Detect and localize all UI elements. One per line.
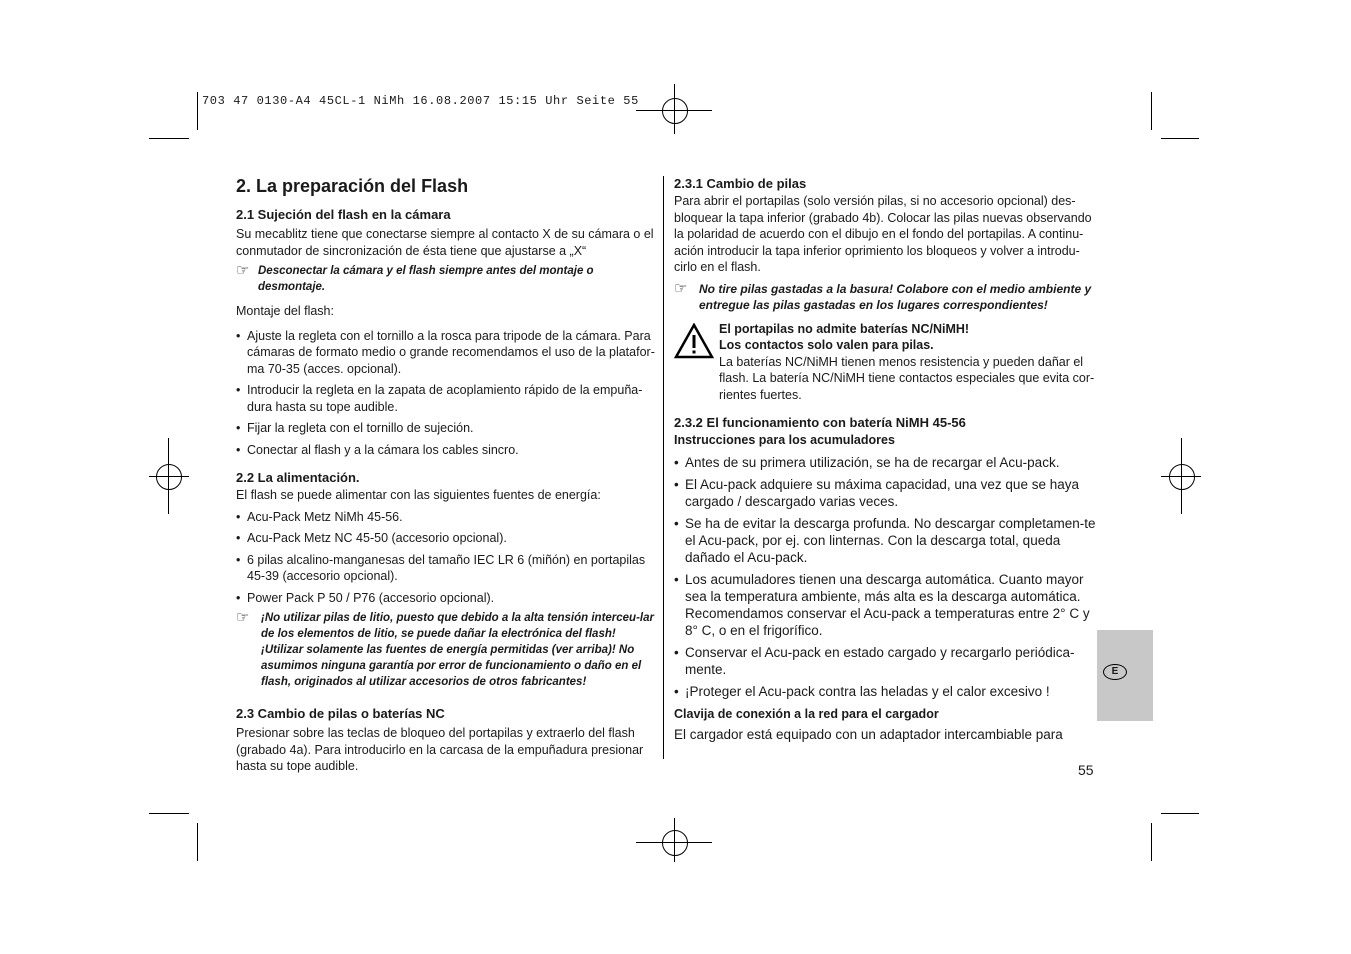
- subheading: Instrucciones para los acumuladores: [674, 433, 895, 447]
- section-heading: 2.1 Sujeción del flash en la cámara: [236, 207, 451, 222]
- crop-mark: [1161, 813, 1199, 814]
- column-divider: [663, 176, 664, 759]
- paragraph: Montaje del flash:: [236, 304, 334, 318]
- warning-bold: Los contactos solo valen para pilas.: [719, 338, 934, 352]
- registration-line: [674, 818, 675, 862]
- note: [236, 263, 656, 295]
- list-item: • El Acu-pack adquiere su máxima capacidad, una vez que se haya cargado / descargado varias veces.: [674, 476, 1098, 510]
- pointing-hand-icon: ☞: [674, 279, 688, 297]
- list-item: • Ajuste la regleta con el tornillo a la rosca para tripode de la cámara. Para cámaras de formato medio o grande recomendamos el uso de la platafor-ma 70-35 (acces. opcional).: [236, 328, 656, 378]
- registration-line: [674, 84, 675, 134]
- print-slug: 703 47 0130-A4 45CL-1 NiMh 16.08.2007 15:15 Uhr Seite 55: [202, 94, 639, 108]
- warning-text: La baterías NC/NiMH tienen menos resistencia y pueden dañar el flash. La batería NC/NiMH tiene contactos especiales que evita cor-rientes fuertes.: [719, 354, 1095, 402]
- subheading: Clavija de conexión a la red para el cargador: [674, 706, 939, 721]
- list-item: • Acu-Pack Metz NiMh 45-56.: [236, 509, 656, 526]
- crop-mark: [1151, 92, 1152, 130]
- registration-line: [149, 476, 189, 477]
- warning-triangle-icon: [674, 323, 714, 359]
- paragraph: El flash se puede alimentar con las siguientes fuentes de energía:: [236, 488, 601, 502]
- registration-mark: [662, 98, 688, 124]
- paragraph: Su mecablitz tiene que conectarse siempre al contacto X de su cámara o el conmutador de sincronización de ésta tiene que ajustarse a „X“: [236, 227, 654, 258]
- crop-mark: [197, 92, 198, 130]
- paragraph: El cargador está equipado con un adaptador intercambiable para: [674, 727, 1063, 742]
- list-item: • Fijar la regleta con el tornillo de sujeción.: [236, 420, 656, 437]
- registration-line: [1181, 438, 1182, 514]
- section-heading: 2.3 Cambio de pilas o baterías NC: [236, 706, 445, 721]
- list-item: • ¡Proteger el Acu-pack contra las heladas y el calor excesivo !: [674, 683, 1098, 700]
- warning-bold: El portapilas no admite baterías NC/NiMH!: [719, 321, 970, 336]
- list-item: • Antes de su primera utilización, se ha de recargar el Acu-pack.: [674, 454, 1098, 471]
- crop-mark: [1151, 823, 1152, 861]
- registration-mark: [662, 830, 688, 856]
- list-item: • Acu-Pack Metz NC 45-50 (accesorio opcional).: [236, 530, 656, 547]
- registration-mark: [156, 464, 182, 490]
- language-tab: [1097, 630, 1153, 721]
- paragraph: Presionar sobre las teclas de bloqueo del portapilas y extraerlo del flash (grabado 4a). Para introducirlo en la carcasa de la empuñadura presionar hasta su tope audible.: [236, 726, 644, 773]
- section-heading: 2.3.1 Cambio de pilas: [674, 176, 807, 191]
- note: [674, 281, 1098, 313]
- crop-mark: [149, 138, 189, 139]
- list-item: • Los acumuladores tienen una descarga automática. Cuanto mayor sea la temperatura ambiente, más alta es la descarga automática. Recomendamos conservar el Acu-pack a temperaturas entre 2° C y 8° C, o en el frigorífico.: [674, 571, 1098, 639]
- list-item: • Conservar el Acu-pack en estado cargado y recargarlo periódica-mente.: [674, 644, 1098, 678]
- page-number: 55: [1078, 762, 1094, 778]
- language-badge: E: [1103, 664, 1127, 680]
- crop-mark: [197, 823, 198, 861]
- pointing-hand-icon: ☞: [236, 609, 250, 626]
- registration-mark: [1169, 464, 1195, 490]
- section-heading: 2.2 La alimentación.: [236, 470, 360, 485]
- pointing-hand-icon: ☞: [236, 262, 250, 279]
- section-heading: 2.3.2 El funcionamiento con batería NiMH 45-56: [674, 415, 966, 430]
- paragraph: Para abrir el portapilas (solo versión pilas, si no accesorio opcional) des-bloquear la tapa inferior (grabado 4b). Colocar las pilas nuevas observando la polaridad de acuerdo con el dibujo en el fondo del portapilas. A continu-ación introducir la tapa inferior oprimiento los bloqueos y volver a introdu-cirlo en el flash.: [674, 194, 1092, 274]
- list-item: • Se ha de evitar la descarga profunda. No descargar completamen-te el Acu-pack, por ej. con linternas. Con la descarga total, queda dañado el Acu-pack.: [674, 515, 1098, 566]
- warning-block: [674, 321, 1098, 404]
- crop-mark: [149, 813, 189, 814]
- list-item: • Introducir la regleta en la zapata de acoplamiento rápido de la empuña-dura hasta su tope audible.: [236, 382, 656, 415]
- list-item: • 6 pilas alcalino-manganesas del tamaño IEC LR 6 (miñón) en portapilas 45-39 (accesorio opcional).: [236, 552, 656, 585]
- right-column: [674, 176, 1098, 743]
- note: [236, 610, 656, 690]
- note-text: ¡No utilizar pilas de litio, puesto que debido a la alta tensión interceu-lar de los elementos de litio, se puede dañar la electrónica del flash! ¡Utilizar solamente las fuentes de energía permitidas (ver arriba)! No asumimos ninguna garantía por error de funcionamiento o daño en el flash, originados al utilizar accesorios de otros fabricantes!: [261, 612, 654, 688]
- left-column: [236, 176, 656, 775]
- section-title: 2. La preparación del Flash: [236, 176, 469, 196]
- crop-mark: [1161, 138, 1199, 139]
- note-text: No tire pilas gastadas a la basura! Colabore con el medio ambiente y entregue las pilas gastadas en los lugares correspondientes!: [699, 281, 1092, 312]
- list-item: • Power Pack P 50 / P76 (accesorio opcional).: [236, 590, 656, 607]
- note-text: Desconectar la cámara y el flash siempre antes del montaje o desmontaje.: [258, 265, 594, 293]
- list-item: • Conectar al flash y a la cámara los cables sincro.: [236, 442, 656, 459]
- registration-line: [168, 438, 169, 514]
